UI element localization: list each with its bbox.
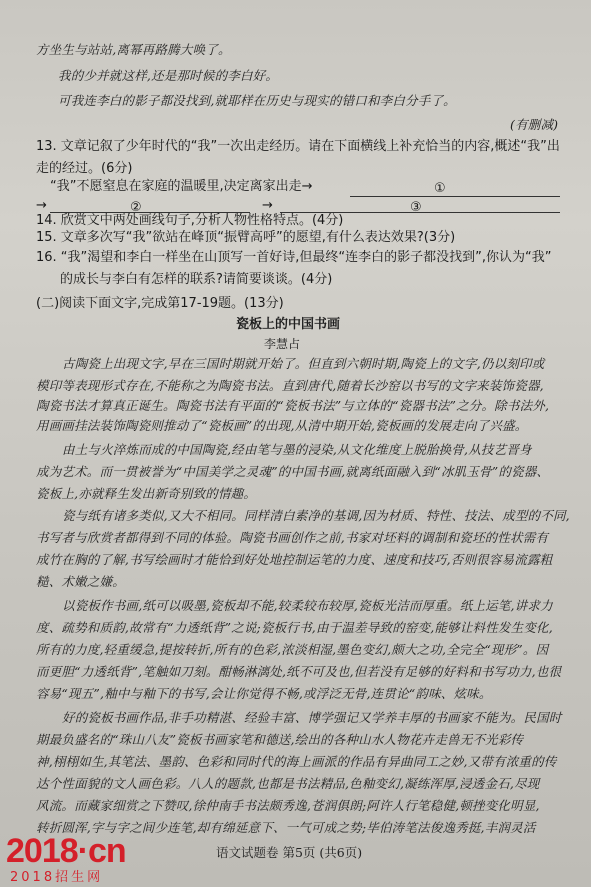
body-line: 陶瓷书法才算真正诞生。陶瓷书法有平面的“瓷板书法”与立体的“瓷器书法”之分。除书法外, — [36, 398, 550, 413]
body-line: 达个性面貌的文人画色彩。八人的题款,也都是书法精品,色釉变幻,凝练浑厚,浸透金石,尽现 — [36, 776, 540, 791]
body-line: 神,栩栩如生,其笔法、墨韵、色彩和同时代的海上画派的作品有异曲同工之妙,又带有浓重的传 — [36, 754, 557, 769]
page-footer: 语文试题卷 第5页 (共6页) — [216, 845, 363, 860]
body-line: 糙、术嫩之嫌。 — [36, 574, 125, 589]
body-line: 度、疏势和质韵,故常有“力透纸背”之说;瓷板行书,由于温差导致的窑变,能够让料性发生变化, — [36, 620, 553, 635]
text-line-3: 可我连李白的影子都没找到,就耶样在历史与现实的错口和李白分手了。 — [58, 93, 456, 108]
body-line: 以瓷板作书画,纸可以吸墨,瓷板却不能,较柔较布较厚,瓷板光洁而厚重。纸上运笔,讲求力 — [62, 598, 553, 613]
question-13-line-3: “我”不愿窒息在家庭的温暖里,决定离家出走→ — [50, 179, 313, 194]
answer-blank-2-label: ② — [130, 200, 142, 215]
question-15: 15. 文章多次写“我”欲站在峰顶“振臂高呼”的愿望,有什么表达效果?(3分) — [36, 230, 456, 245]
body-line: 瓷板上,亦就释生发出新奇别致的情趣。 — [36, 486, 257, 501]
body-line: 期最负盛名的“珠山八友”瓷板书画家笔和德送,绘出的各种山水人物花卉走兽无不光彩传 — [36, 732, 524, 747]
arrow-1: → — [36, 198, 47, 213]
body-line: 成竹在胸的了解,书写绘画时才能恰到好处地控制运笔的力度、速度和技巧,否则很容易流露粗 — [36, 552, 553, 567]
body-line: 容易“现五”,釉中与釉下的书写,会让你觉得不畅,或浮泛无骨,连贯论“韵味、炫味。 — [36, 686, 492, 701]
text-line-1: 方坐生与站站,离幂再路腾大唤了。 — [36, 42, 231, 57]
question-13-line-1: 13. 文章记叙了少年时代的“我”一次出走经历。请在下面横线上补充恰当的内容,概述“我”出 — [36, 139, 560, 154]
body-line: 模印等表现形式存在,不能称之为陶瓷书法。直到唐代,随着长沙窑以书写的文字来装饰瓷器, — [36, 378, 544, 393]
body-line: 古陶瓷上出现文字,早在三国时期就开始了。但直到六朝时期,陶瓷上的文字,仍以刻印或 — [62, 356, 545, 371]
body-line: 用画画挂法装饰陶瓷则推动了“瓷板画”的出现,从清中期开始,瓷板画的发展走向了兴盛。 — [36, 418, 528, 433]
body-line: 风流。而藏家细赏之下赞叹,徐仲南手书法颇秀逸,苍润俱朗;阿许人行笔稳健,顿挫变化明显, — [36, 798, 540, 813]
attribution: (有删减) — [510, 117, 559, 132]
question-16-line-1: 16. “我”渴望和李白一样坐在山顶写一首好诗,但最终“连李白的影子都没找到”,你认为“我” — [36, 250, 552, 265]
body-line: 成为艺术。而一贯被誉为“中国美学之灵魂”的中国书画,就离纸面融入到“冰肌玉骨”的瓷器、 — [36, 464, 550, 479]
body-line: 好的瓷板书画作品,非手功精湛、经验丰富、博学强记又学养丰厚的书画家不能为。民国时 — [62, 710, 562, 725]
body-line: 书写者与欣赏者都得到不同的体验。陶瓷书画创作之前,书家对坯料的调制和瓷坯的性状需有 — [36, 530, 549, 545]
answer-blank-3-label: ③ — [410, 200, 422, 215]
site-watermark-subtitle: 2018招生网 — [10, 870, 104, 885]
answer-blank-1-label: ① — [434, 181, 446, 196]
body-line: 转折圆浑,字与字之间少连笔,却有绵延意下、一气可成之势;毕伯涛笔法俊逸秀挺,丰润灵活 — [36, 820, 536, 835]
article-author: 李慧占 — [264, 337, 301, 351]
question-16-line-2: 的成长与李白有怎样的联系?请简要谈谈。(4分) — [60, 272, 333, 287]
watermark-dot: · — [77, 832, 88, 870]
question-13-line-2: 走的经过。(6分) — [36, 161, 133, 176]
watermark-suffix: cn — [87, 832, 126, 870]
watermark-digits: 2018 — [6, 832, 78, 870]
body-line: 瓷与纸有诸多类似,又大不相同。同样清白素净的基调,因为材质、特性、技法、成型的不同, — [62, 508, 570, 523]
arrow-2: → — [262, 198, 273, 213]
text-line-2: 我的少并就这样,还是那时候的李白好。 — [58, 68, 279, 83]
answer-blank-1-line[interactable] — [350, 196, 560, 197]
body-line: 由土与火淬炼而成的中国陶瓷,经由笔与墨的浸染,从文化维度上脱胎换骨,从技艺晋身 — [62, 442, 532, 457]
question-14: 14. 欣赏文中两处画线句子,分析人物性格特点。(4分) — [36, 213, 344, 228]
body-line: 所有的力度,轻重缓急,提按转折,所有的色彩,浓淡相湿,墨色变幻,颇大之功,全完全“现形”。因 — [36, 642, 549, 657]
article-title: 瓷板上的中国书画 — [236, 317, 341, 332]
section-2-heading: (二)阅读下面文字,完成第17-19题。(13分) — [36, 296, 284, 311]
body-line: 而更胆“力透纸背”,笔触如刀刻。酣畅淋漓处,纸不可及也,但若没有足够的好料和书写功力,也很 — [36, 664, 562, 679]
